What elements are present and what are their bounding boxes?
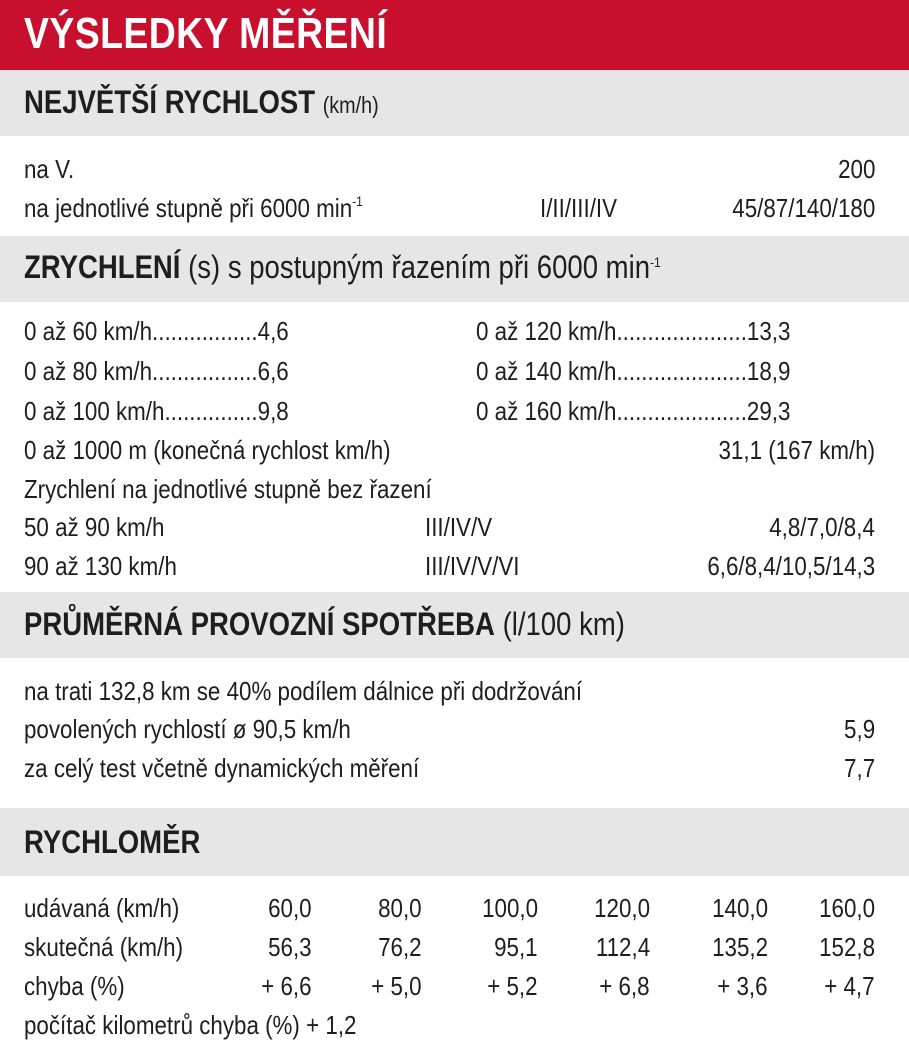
section-acceleration-header	[0, 236, 909, 302]
consumption-line2-label: povolených rychlostí ø 90,5 km/h	[24, 714, 351, 744]
accel-left-row: 0 až 100 km/h...............9,8	[24, 396, 289, 426]
top-speed-row2-value: 45/87/140/180	[731, 193, 875, 223]
top-speed-row1-value: 200	[837, 154, 875, 184]
consumption-unit: (l/100 km)	[502, 606, 625, 642]
speedometer-cell: + 6,6	[261, 971, 312, 1001]
elastic-row-label: 50 až 90 km/h	[24, 512, 165, 542]
accel-1000m-value: 31,1 (167 km/h)	[718, 435, 875, 465]
consumption-line3-label: za celý test včetně dynamických měření	[24, 753, 420, 783]
accel-1000m-label: 0 až 1000 m (konečná rychlost km/h)	[24, 435, 391, 465]
accel-right-row: 0 až 120 km/h.....................13,3	[476, 316, 791, 346]
top-speed-heading: NEJVĚTŠÍ RYCHLOST	[24, 84, 316, 120]
elastic-row-value: 6,6/8,4/10,5/14,3	[707, 551, 875, 581]
speedometer-cell: 135,2	[712, 932, 768, 962]
odometer-row: počítač kilometrů chyba (%) + 1,2	[24, 1010, 357, 1040]
speedometer-cell: + 3,6	[717, 971, 768, 1001]
consumption-line3-value: 7,7	[843, 753, 875, 783]
section-consumption-header	[0, 592, 909, 658]
speedometer-cell: 60,0	[268, 893, 312, 923]
speedometer-cell: 95,1	[494, 932, 538, 962]
top-speed-row1-label: na V.	[24, 154, 75, 184]
speedometer-cell: 160,0	[819, 893, 875, 923]
speedometer-row-label: chyba (%)	[24, 971, 125, 1001]
accel-left-row: 0 až 80 km/h.................6,6	[24, 356, 289, 386]
top-speed-row2-label: na jednotlivé stupně při 6000 $\min^{-1}$	[24, 193, 363, 223]
speedometer-row-label: udávaná (km/h)	[24, 893, 180, 923]
section-speedometer-header	[0, 808, 909, 876]
speedometer-cell: + 6,8	[599, 971, 650, 1001]
acceleration-unit: (s) s postupným řazením při 6000 $\min^{-1}$	[188, 249, 661, 285]
speedometer-cell: + 4,7	[824, 971, 875, 1001]
speedometer-cell: 100,0	[482, 893, 538, 923]
top-speed-unit: (km/h)	[322, 92, 379, 118]
top-speed-row2-gears: I/II/III/IV	[540, 193, 618, 223]
section-top-speed-header	[0, 70, 909, 136]
acceleration-heading: ZRYCHLENÍ	[24, 249, 181, 285]
elastic-row-value: 4,8/7,0/8,4	[769, 512, 875, 542]
accel-right-row: 0 až 160 km/h.....................29,3	[476, 396, 791, 426]
speedometer-heading: RYCHLOMĚR	[24, 824, 201, 860]
accel-right-row: 0 až 140 km/h.....................18,9	[476, 356, 791, 386]
elastic-row-label: 90 až 130 km/h	[24, 551, 177, 581]
speedometer-cell: 56,3	[268, 932, 312, 962]
speedometer-cell: 76,2	[378, 932, 422, 962]
elastic-heading: Zrychlení na jednotlivé stupně bez řazení	[24, 474, 432, 504]
speedometer-cell: 120,0	[594, 893, 650, 923]
elastic-row-gears: III/IV/V	[425, 512, 493, 542]
accel-left-row: 0 až 60 km/h.................4,6	[24, 316, 289, 346]
speedometer-cell: 80,0	[378, 893, 422, 923]
consumption-heading: PRŮMĚRNÁ PROVOZNÍ SPOTŘEBA	[24, 606, 495, 642]
consumption-line1: na trati 132,8 km se 40% podílem dálnice při dodržování	[24, 676, 583, 706]
page-title: VÝSLEDKY MĚŘENÍ	[24, 9, 388, 58]
speedometer-cell: 152,8	[819, 932, 875, 962]
title-bar	[0, 0, 909, 70]
speedometer-cell: + 5,2	[487, 971, 538, 1001]
consumption-line2-value: 5,9	[843, 714, 875, 744]
elastic-row-gears: III/IV/V/VI	[425, 551, 520, 581]
speedometer-cell: 140,0	[712, 893, 768, 923]
speedometer-cell: + 5,0	[371, 971, 422, 1001]
speedometer-row-label: skutečná (km/h)	[24, 932, 184, 962]
speedometer-cell: 112,4	[595, 932, 650, 962]
